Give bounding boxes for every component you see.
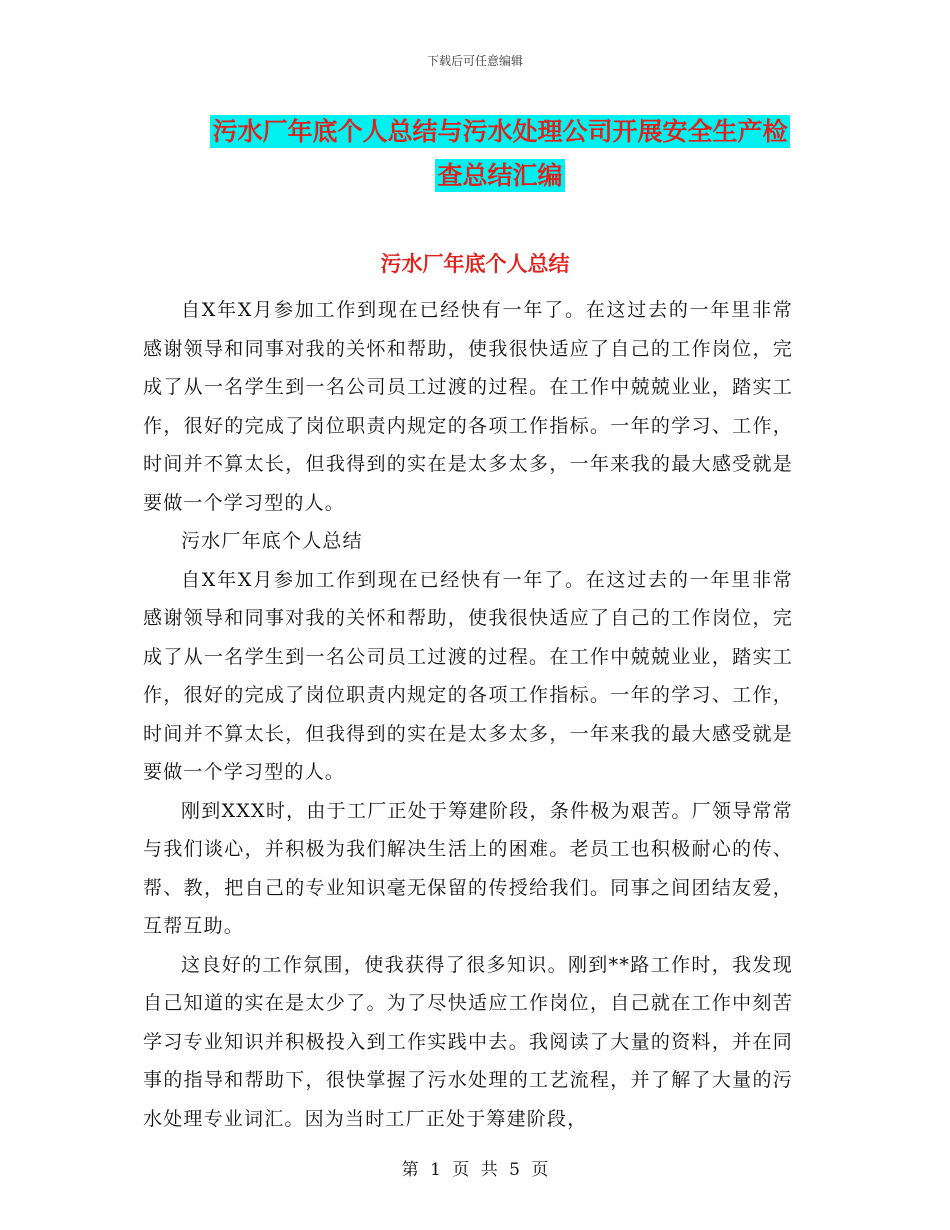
page-number: 第 1 页 共 5 页 (401, 1160, 549, 1180)
paragraph: 刚到XXX时，由于工厂正处于筹建阶段，条件极为艰苦。厂领导常常与我们谈心，并积极为我们解决生活上的困难。老员工也积极耐心的传、帮、教，把自己的专业知识毫无保留的传授给我们。同事之间团结友爱，互帮互助。 (143, 799, 793, 937)
section-heading: 污水厂年底个人总结 (380, 252, 570, 276)
page-header-note: 下载后可任意编辑 (426, 54, 523, 68)
document-title (180, 110, 820, 198)
paragraph: 污水厂年底个人总结 (181, 530, 363, 552)
document-body (143, 291, 793, 1138)
paragraph: 这良好的工作氛围，使我获得了很多知识。刚到**路工作时，我发现自己知道的实在是太少了。为了尽快适应工作岗位，自己就在工作中刻苦学习专业知识并积极投入到工作实践中去。我阅读了大量的资料，并在同事的指导和帮助下，很快掌握了污水处理的工艺流程，并了解了大量的污水处理专业词汇。因为当时工厂正处于筹建阶段， (143, 953, 793, 1130)
paragraph: 自X年X月参加工作到现在已经快有一年了。在这过去的一年里非常感谢领导和同事对我的关怀和帮助，使我很快适应了自己的工作岗位，完成了从一名学生到一名公司员工过渡的过程。在工作中兢兢业业，踏实工作，很好的完成了岗位职责内规定的各项工作指标。一年的学习、工作，时间并不算太长，但我得到的实在是太多太多，一年来我的最大感受就是要做一个学习型的人。 (143, 568, 793, 783)
paragraph: 自X年X月参加工作到现在已经快有一年了。在这过去的一年里非常感谢领导和同事对我的关怀和帮助，使我很快适应了自己的工作岗位，完成了从一名学生到一名公司员工过渡的过程。在工作中兢兢业业，踏实工作，很好的完成了岗位职责内规定的各项工作指标。一年的学习、工作，时间并不算太长，但我得到的实在是太多太多，一年来我的最大感受就是要做一个学习型的人。 (143, 299, 793, 514)
document-title-line-1: 污水厂年底个人总结与污水处理公司开展安全生产检 (212, 117, 788, 146)
document-title-line-2: 查总结汇编 (437, 161, 563, 190)
